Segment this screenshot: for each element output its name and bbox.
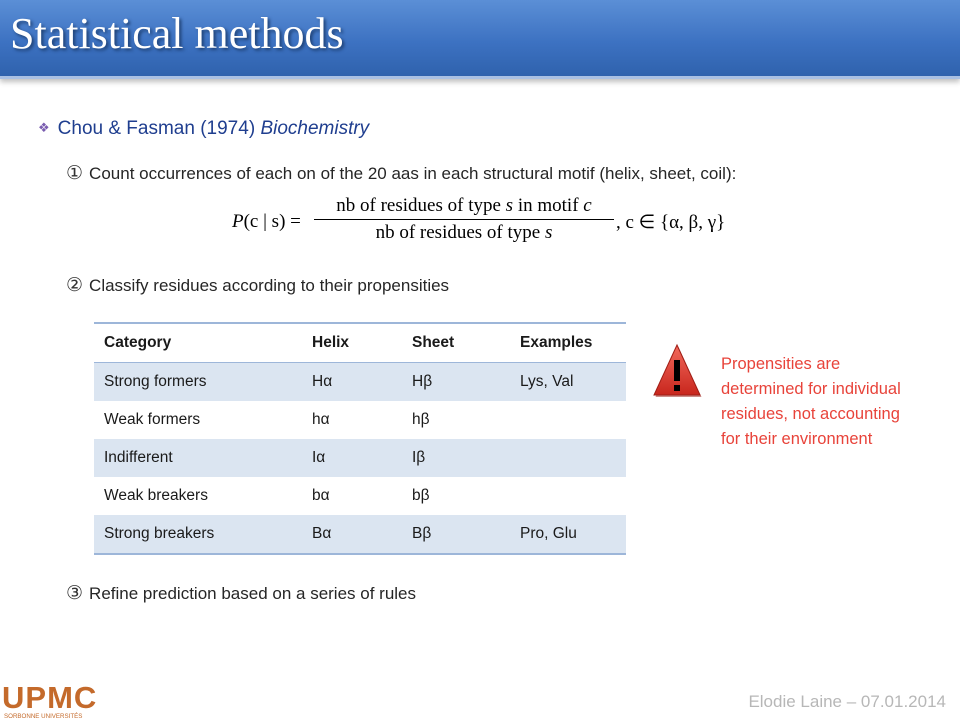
cell-sheet: Bβ (402, 515, 510, 554)
table-row (94, 515, 626, 554)
propensity-formula (232, 192, 732, 254)
formula-denominator: nb of residues of type s (375, 222, 553, 243)
header-sheet: Sheet (402, 323, 510, 363)
warning-text: Propensities are determined for individual residues, not accounting for their environment (721, 355, 901, 448)
formula-rhs: , c ∈ {α, β, γ} (616, 212, 726, 233)
table-row (94, 401, 626, 439)
logo-main: UPMC (2, 680, 98, 715)
diamond-bullet-icon: ❖ (38, 120, 50, 135)
formula-lhs: P(c | s) = (232, 211, 301, 232)
table-row (94, 363, 626, 402)
cell-sheet: bβ (412, 487, 430, 504)
header-examples: Examples (510, 323, 626, 363)
table-row (94, 439, 626, 477)
cell-examples (510, 477, 626, 515)
cell-helix: hα (312, 411, 330, 428)
formula-numerator: nb of residues of type s in motif c (336, 195, 592, 216)
cell-helix: Hα (302, 363, 402, 402)
step-number: ③ (66, 583, 84, 604)
reference-authors: Chou & Fasman (1974) (57, 118, 256, 139)
step-text: Count occurrences of each on of the 20 aas in each structural motif (helix, sheet, coil): (89, 164, 737, 183)
step-3 (66, 582, 416, 605)
cell-category: Indifferent (94, 439, 302, 477)
reference-journal: Biochemistry (260, 118, 370, 139)
reference-bullet (38, 118, 369, 140)
cell-helix: Iα (302, 439, 402, 477)
step-text: Refine prediction based on a series of rules (89, 584, 417, 603)
step-number: ① (66, 163, 84, 184)
cell-helix: bα (312, 487, 330, 504)
slide-title: Statistical methods (10, 9, 344, 58)
footer-author-date: Elodie Laine – 07.01.2014 (748, 692, 946, 711)
cell-examples (510, 439, 626, 477)
cell-category: Strong breakers (94, 515, 302, 554)
upmc-logo (0, 680, 115, 720)
step-1 (66, 162, 736, 185)
fraction-bar (314, 219, 614, 220)
logo-sub: SORBONNE UNIVERSITÉS (4, 713, 83, 720)
formula-fraction (314, 195, 614, 244)
step-number: ② (66, 275, 84, 296)
cell-examples: Pro, Glu (510, 515, 626, 554)
propensity-table (94, 322, 626, 555)
cell-category: Weak breakers (104, 487, 208, 504)
cell-helix: Bα (302, 515, 402, 554)
cell-examples (510, 401, 626, 439)
step-text: Classify residues according to their propensities (89, 276, 450, 295)
cell-examples: Lys, Val (510, 363, 626, 402)
exclamation-icon (652, 342, 702, 400)
title-bar (0, 0, 960, 79)
header-category: Category (94, 323, 302, 363)
table-header-row (94, 323, 626, 363)
cell-sheet: hβ (412, 411, 430, 428)
header-helix: Helix (302, 323, 402, 363)
cell-category: Weak formers (104, 411, 201, 428)
cell-category: Strong formers (94, 363, 302, 402)
step-2 (66, 274, 449, 297)
cell-sheet: Hβ (402, 363, 510, 402)
cell-sheet: Iβ (402, 439, 510, 477)
table-row (94, 477, 626, 515)
